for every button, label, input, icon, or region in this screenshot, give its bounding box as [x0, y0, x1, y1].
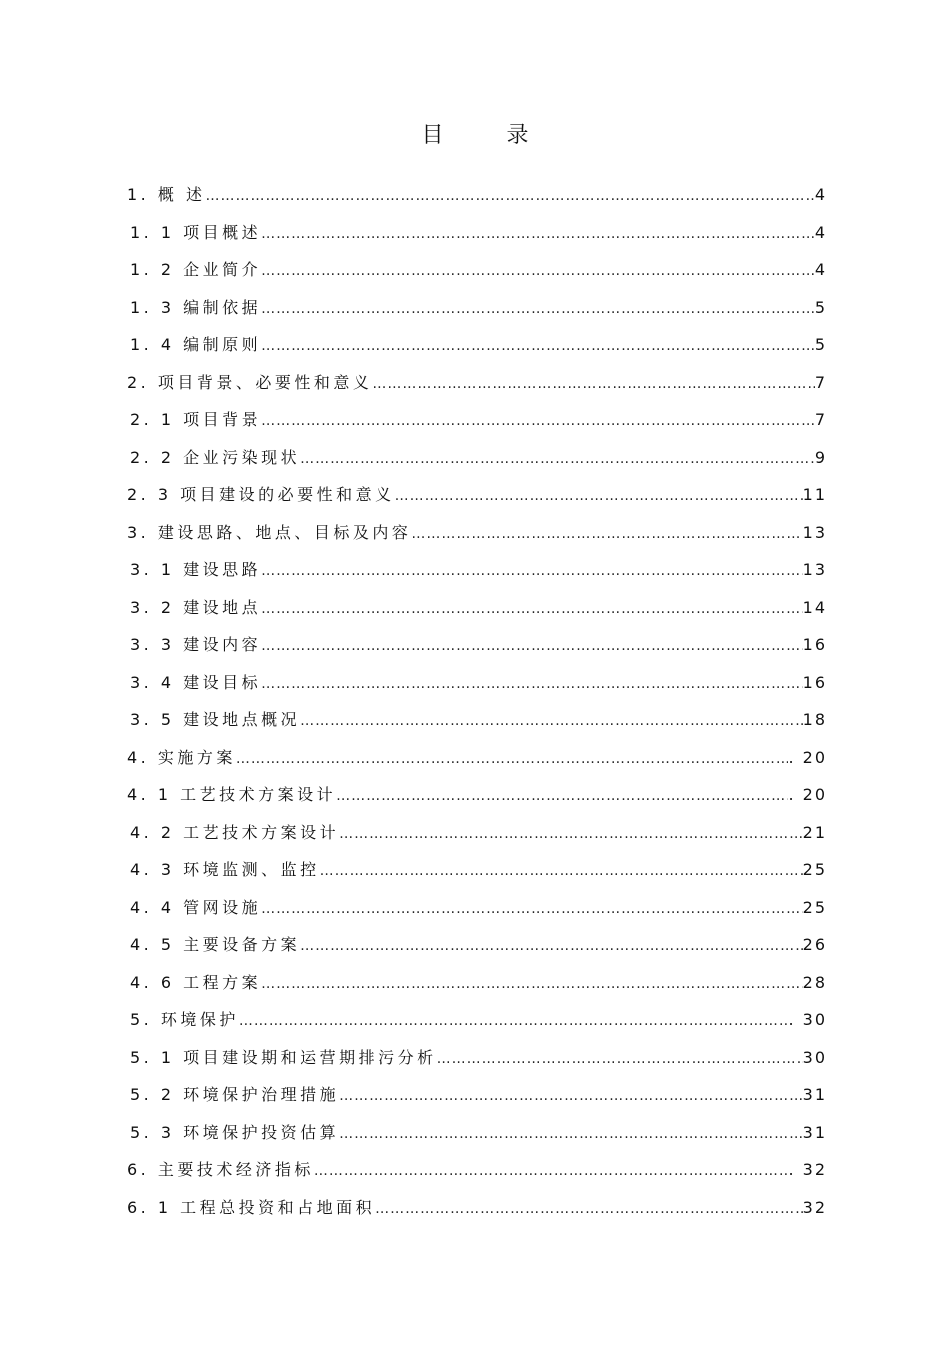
toc-entry-label: 1. 2 企业简介	[130, 260, 262, 279]
toc-entry-label: 4. 2 工艺技术方案设计	[130, 822, 340, 842]
toc-dot-leader	[236, 741, 789, 779]
toc-entry-page: 7	[814, 372, 827, 392]
toc-entry[interactable]	[127, 889, 825, 927]
toc-entry[interactable]	[127, 514, 825, 552]
toc-dot-leader	[411, 516, 802, 554]
toc-entry-label: 3. 3 建设内容	[130, 635, 262, 654]
toc-dot-leader	[261, 891, 803, 929]
toc-dot-leader	[339, 1116, 803, 1154]
toc-entry[interactable]	[127, 1189, 825, 1227]
toc-entry[interactable]	[127, 1001, 825, 1039]
toc-dot-leader	[205, 178, 814, 216]
toc-entry-label: 2. 3 项目建设的必要性和意义	[127, 485, 395, 504]
toc-entry[interactable]	[127, 439, 825, 477]
toc-entry[interactable]	[127, 1151, 825, 1189]
toc-entry[interactable]	[127, 214, 825, 252]
toc-entry-page: 31	[802, 1122, 827, 1142]
toc-entry-page: . 20	[788, 747, 827, 767]
toc-dot-leader	[261, 291, 815, 329]
toc-entry-label: 4. 4 管网设施	[130, 897, 262, 917]
toc-entry-page: . 20	[788, 785, 827, 804]
toc-entry-label: 4. 6 工程方案	[130, 972, 262, 992]
toc-dot-leader	[314, 1153, 789, 1191]
toc-entry-page: 30	[802, 1047, 827, 1067]
toc-dot-leader	[300, 441, 815, 479]
toc-entry[interactable]	[127, 776, 825, 814]
toc-entry[interactable]	[127, 1039, 825, 1077]
toc-entry-page: 4	[814, 222, 827, 242]
toc-entry-page: 16	[802, 635, 827, 654]
toc-dot-leader	[300, 928, 803, 966]
toc-entry[interactable]	[127, 701, 825, 739]
toc-entry-page: 26	[802, 935, 827, 954]
toc-entry-label: 1. 1 项目概述	[130, 222, 262, 242]
toc-entry-label: 1. 3 编制依据	[130, 297, 262, 317]
toc-dot-leader	[261, 216, 815, 254]
toc-entry[interactable]	[127, 851, 825, 889]
toc-entry-page: 11	[802, 485, 827, 504]
toc-entry-page: 4	[814, 260, 827, 279]
toc-entry[interactable]	[127, 551, 825, 589]
toc-entry-label: 6. 主要技术经济指标	[127, 1160, 314, 1179]
toc-entry[interactable]	[127, 739, 825, 777]
toc-entry-page: 7	[814, 410, 827, 429]
toc-entry-page: 16	[802, 672, 827, 692]
toc-entry[interactable]	[127, 326, 825, 364]
toc-entry-label: 2. 2 企业污染现状	[130, 447, 301, 467]
toc-entry[interactable]	[127, 626, 825, 664]
toc-entry-label: 4. 5 主要设备方案	[130, 935, 301, 954]
toc-entry-page: 21	[802, 822, 827, 842]
toc-entry-label: 4. 3 环境监测、监控	[130, 860, 320, 879]
toc-entry-page: 32	[802, 1197, 827, 1217]
toc-dot-leader	[339, 816, 803, 854]
toc-dot-leader	[261, 628, 803, 666]
toc-entry-label: 5. 2 环境保护治理措施	[130, 1085, 340, 1104]
toc-entry-page: 28	[802, 972, 827, 992]
toc-entry-label: 4. 实施方案	[127, 747, 236, 767]
toc-entry-page: 4	[814, 185, 827, 204]
toc-dot-leader	[320, 853, 803, 891]
toc-dot-leader	[239, 1003, 789, 1041]
toc-entry-label: 5. 1 项目建设期和运营期排污分析	[130, 1047, 437, 1067]
toc-entry-label: 1. 4 编制原则	[130, 335, 262, 354]
toc-entry-label: 1. 概 述	[127, 185, 206, 204]
toc-entry-page: 5	[814, 335, 827, 354]
toc-entry-label: 3. 2 建设地点	[130, 597, 262, 617]
toc-entry[interactable]	[127, 176, 825, 214]
toc-dot-leader	[372, 366, 814, 404]
toc-entry-label: 3. 1 建设思路	[130, 560, 262, 579]
toc-dot-leader	[261, 253, 815, 291]
toc-dot-leader	[261, 403, 815, 441]
toc-entry[interactable]	[127, 664, 825, 702]
toc-entry-label: 3. 建设思路、地点、目标及内容	[127, 522, 412, 542]
toc-entry-label: 2. 项目背景、必要性和意义	[127, 372, 373, 392]
toc-entry-page: 5	[814, 297, 827, 317]
toc-entry[interactable]	[127, 1114, 825, 1152]
toc-dot-leader	[261, 553, 803, 591]
toc-dot-leader	[375, 1191, 803, 1229]
toc-dot-leader	[261, 328, 815, 366]
toc-entry[interactable]	[127, 926, 825, 964]
toc-entry[interactable]	[127, 589, 825, 627]
toc-dot-leader	[300, 703, 803, 741]
toc-entry-page: 13	[802, 522, 827, 542]
toc-entry[interactable]	[127, 1076, 825, 1114]
toc-dot-leader	[437, 1041, 803, 1079]
toc-entry-page: 31	[802, 1085, 827, 1104]
toc-entry-page: 9	[814, 447, 827, 467]
toc-entry-page: . 32	[788, 1160, 827, 1179]
toc-entry-page: 13	[802, 560, 827, 579]
toc-entry-label: 4. 1 工艺技术方案设计	[127, 785, 337, 804]
toc-entry[interactable]	[127, 476, 825, 514]
toc-entry[interactable]	[127, 364, 825, 402]
toc-entry[interactable]	[127, 289, 825, 327]
toc-entry[interactable]	[127, 401, 825, 439]
toc-title: 目 录	[421, 123, 557, 148]
toc-entry-label: 5. 3 环境保护投资估算	[130, 1122, 340, 1142]
toc-entry[interactable]	[127, 251, 825, 289]
toc-dot-leader	[395, 478, 803, 516]
toc-entry-page: 25	[802, 860, 827, 879]
toc-entry[interactable]	[127, 964, 825, 1002]
toc-dot-leader	[261, 591, 803, 629]
toc-entry-label: 3. 5 建设地点概况	[130, 710, 301, 729]
toc-entry-label: 3. 4 建设目标	[130, 672, 262, 692]
toc-entry-page: 18	[802, 710, 827, 729]
toc-entry-page: 14	[802, 597, 827, 617]
toc-dot-leader	[261, 666, 803, 704]
toc-entry[interactable]	[127, 814, 825, 852]
toc-entry-label: 2. 1 项目背景	[130, 410, 262, 429]
toc-entry-page: . 30	[788, 1010, 827, 1029]
toc-entry-label: 5. 环境保护	[130, 1010, 239, 1029]
toc-entry-page: 25	[802, 897, 827, 917]
table-of-contents	[127, 176, 825, 1226]
toc-dot-leader	[261, 966, 803, 1004]
toc-dot-leader	[336, 778, 788, 816]
toc-entry-label: 6. 1 工程总投资和占地面积	[127, 1197, 376, 1217]
toc-dot-leader	[339, 1078, 803, 1116]
